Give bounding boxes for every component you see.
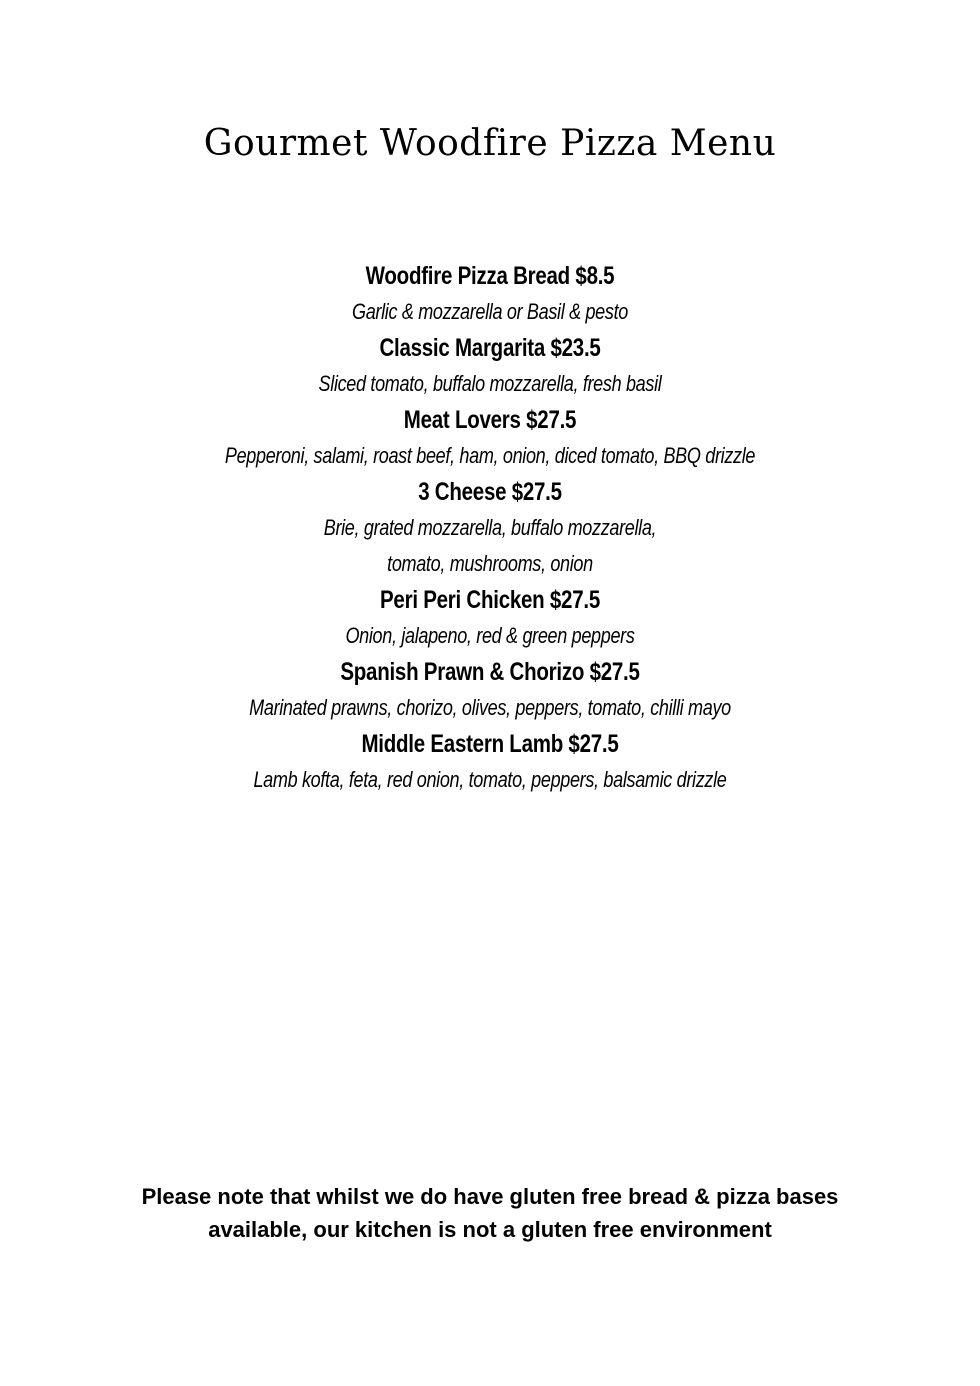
menu-item-name: Spanish Prawn & Chorizo $27.5: [340, 658, 640, 686]
menu-item-middle-eastern-lamb: [0, 726, 980, 798]
notice-line: available, our kitchen is not a gluten free environment: [208, 1217, 772, 1242]
notice-line: Please note that whilst we do have gluten free bread & pizza bases: [141, 1184, 839, 1209]
gluten-free-notice: [0, 1180, 980, 1246]
menu-item-description: tomato, mushrooms, onion: [387, 551, 593, 576]
menu-item-name: Middle Eastern Lamb $27.5: [361, 730, 619, 758]
menu-item-spanish-prawn-chorizo: [0, 654, 980, 726]
menu-item-name: Woodfire Pizza Bread $8.5: [365, 262, 615, 290]
menu-list: [0, 258, 980, 798]
menu-item-name: Peri Peri Chicken $27.5: [380, 586, 600, 614]
menu-item-description: Sliced tomato, buffalo mozzarella, fresh basil: [318, 371, 662, 396]
menu-item-description: Garlic & mozzarella or Basil & pesto: [352, 299, 628, 324]
menu-title: Gourmet Woodfire Pizza Menu: [203, 123, 777, 164]
menu-item-description: Onion, jalapeno, red & green peppers: [345, 623, 635, 648]
menu-item-description: Pepperoni, salami, roast beef, ham, onion, diced tomato, BBQ drizzle: [224, 443, 756, 468]
menu-item-classic-margarita: [0, 330, 980, 402]
menu-item-3-cheese: [0, 474, 980, 582]
menu-item-description: Brie, grated mozzarella, buffalo mozzarella,: [323, 515, 657, 540]
menu-item-description: Marinated prawns, chorizo, olives, peppers, tomato, chilli mayo: [249, 695, 731, 720]
menu-item-meat-lovers: [0, 402, 980, 474]
menu-item-description: Lamb kofta, feta, red onion, tomato, peppers, balsamic drizzle: [253, 767, 727, 792]
menu-item-peri-peri-chicken: [0, 582, 980, 654]
menu-item-name: Meat Lovers $27.5: [403, 406, 577, 434]
menu-item-name: 3 Cheese $27.5: [418, 478, 562, 506]
menu-item-pizza-bread: [0, 258, 980, 330]
menu-item-name: Classic Margarita $23.5: [379, 334, 601, 362]
